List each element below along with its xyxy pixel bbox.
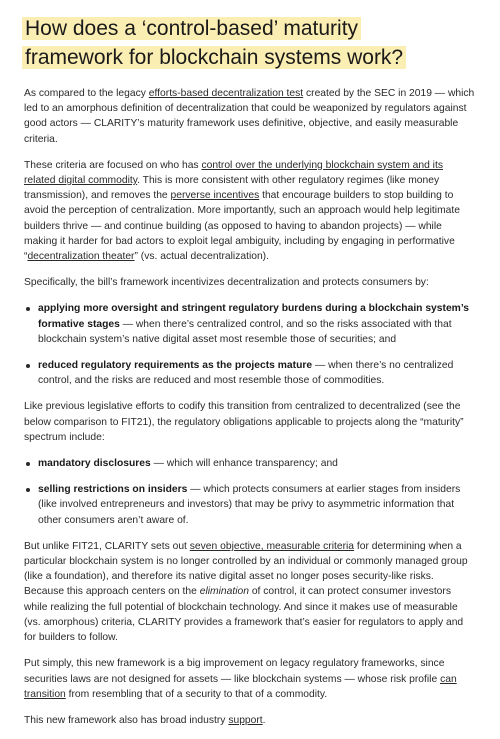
text: — which will enhance transparency; and	[150, 458, 338, 470]
text: — when there’s no centralized control, and the risks are reduced and most resemble those of commodities.	[38, 360, 454, 387]
heading-line-2: framework for blockchain systems work?	[22, 46, 406, 69]
link-efforts-based-test[interactable]: efforts-based decentralization test	[148, 88, 304, 99]
text: that encourage builders to stop building to avoid the perception of centralization. More importantly, such an approach would help legitimate builders thrive — and continue building (as opposed to having to abandon projects) — while making it harder for bad actors to exploit legal ambiguity, including by engaging in performative “	[24, 190, 460, 263]
link-control-digital-commodity[interactable]: control over the underlying blockchain system and its related digital commodity	[24, 159, 443, 187]
text: But unlike FIT21, CLARITY sets out	[24, 540, 190, 552]
text: .	[262, 714, 266, 726]
list-item	[38, 358, 476, 388]
paragraph-control-criteria	[24, 158, 476, 264]
link-support[interactable]: support	[228, 714, 263, 726]
text: for determining when a particular blockchain system is no longer controlled by an individual or commonly managed group (like a foundation), and therefore its native digital asset no longer poses security-like risks. Because this approach centers on the	[24, 540, 468, 598]
text: This new framework also has broad industry	[24, 714, 229, 726]
bold-text: selling restrictions on insiders	[38, 484, 188, 496]
list-item	[38, 301, 476, 347]
text: As compared to the legacy	[24, 88, 149, 99]
paragraph-unlike-fit21	[24, 539, 476, 645]
article-body	[24, 86, 476, 739]
bold-text: reduced regulatory requirements as the projects mature	[38, 360, 313, 372]
paragraph-put-simply	[24, 656, 476, 702]
text: of control, it can protect consumer investors while realizing the full potential of blockchain technology. And since it makes use of measurable (vs. amorphous) criteria, CLARITY provides a framework that’s easier for regulators to apply and for builders to follow.	[24, 586, 464, 644]
emphasis-text: elimination	[199, 586, 249, 598]
paragraph-specifically: Specifically, the bill’s framework incentivizes decentralization and protects consumers by:	[24, 277, 429, 289]
link-can-transition[interactable]: can transition	[24, 673, 457, 700]
paragraph-legacy-test	[24, 86, 476, 147]
paragraph-previous-efforts: Like previous legislative efforts to codify this transition from centralized to decentralized (see the below comparison to FIT21), the regulatory obligations applicable to projects along the “maturity” spectrum include:	[24, 401, 464, 443]
list-item	[38, 456, 476, 471]
text: Put simply, this new framework is a big improvement on legacy regulatory frameworks, since securities laws are not designed for assets — like blockchain systems — whose risk profile	[24, 658, 445, 685]
incentives-list	[24, 301, 476, 388]
link-seven-criteria[interactable]: seven objective, measurable criteria	[189, 540, 355, 552]
text: These criteria are focused on who has	[24, 159, 202, 171]
article-heading	[22, 14, 406, 72]
bold-text: mandatory disclosures	[38, 458, 151, 470]
heading-line-1: How does a ‘control-based’ maturity	[22, 17, 361, 40]
list-item	[38, 482, 476, 528]
text: . This is more consistent with other regulatory regimes (like money transmission), and removes the	[24, 175, 440, 202]
link-decentralization-theater[interactable]: decentralization theater	[27, 251, 135, 263]
text: ” (vs. actual decentralization).	[134, 251, 269, 263]
text: created by the SEC in 2019 — which led to an amorphous definition of decentralization that could be weaponized by regulators against good actors — CLARITY’s maturity framework uses definitive, objective, and easily measurable criteria.	[24, 88, 475, 145]
link-perverse-incentives[interactable]: perverse incentives	[170, 190, 260, 202]
bold-text: applying more oversight and stringent regulatory burdens during a blockchain system’s formative stages	[38, 303, 470, 330]
obligations-list	[24, 456, 476, 528]
text: — when there’s centralized control, and so the risks associated with that blockchain system’s native digital asset most resemble those of securities; and	[38, 318, 452, 345]
paragraph-industry-support	[24, 713, 476, 728]
text: from resembling that of a security to that of a commodity.	[65, 688, 328, 700]
text: — which protects consumers at earlier stages from insiders (like involved entrepreneurs and investors) that may be privy to asymmetric information that other consumers aren’t aware of.	[38, 484, 461, 526]
